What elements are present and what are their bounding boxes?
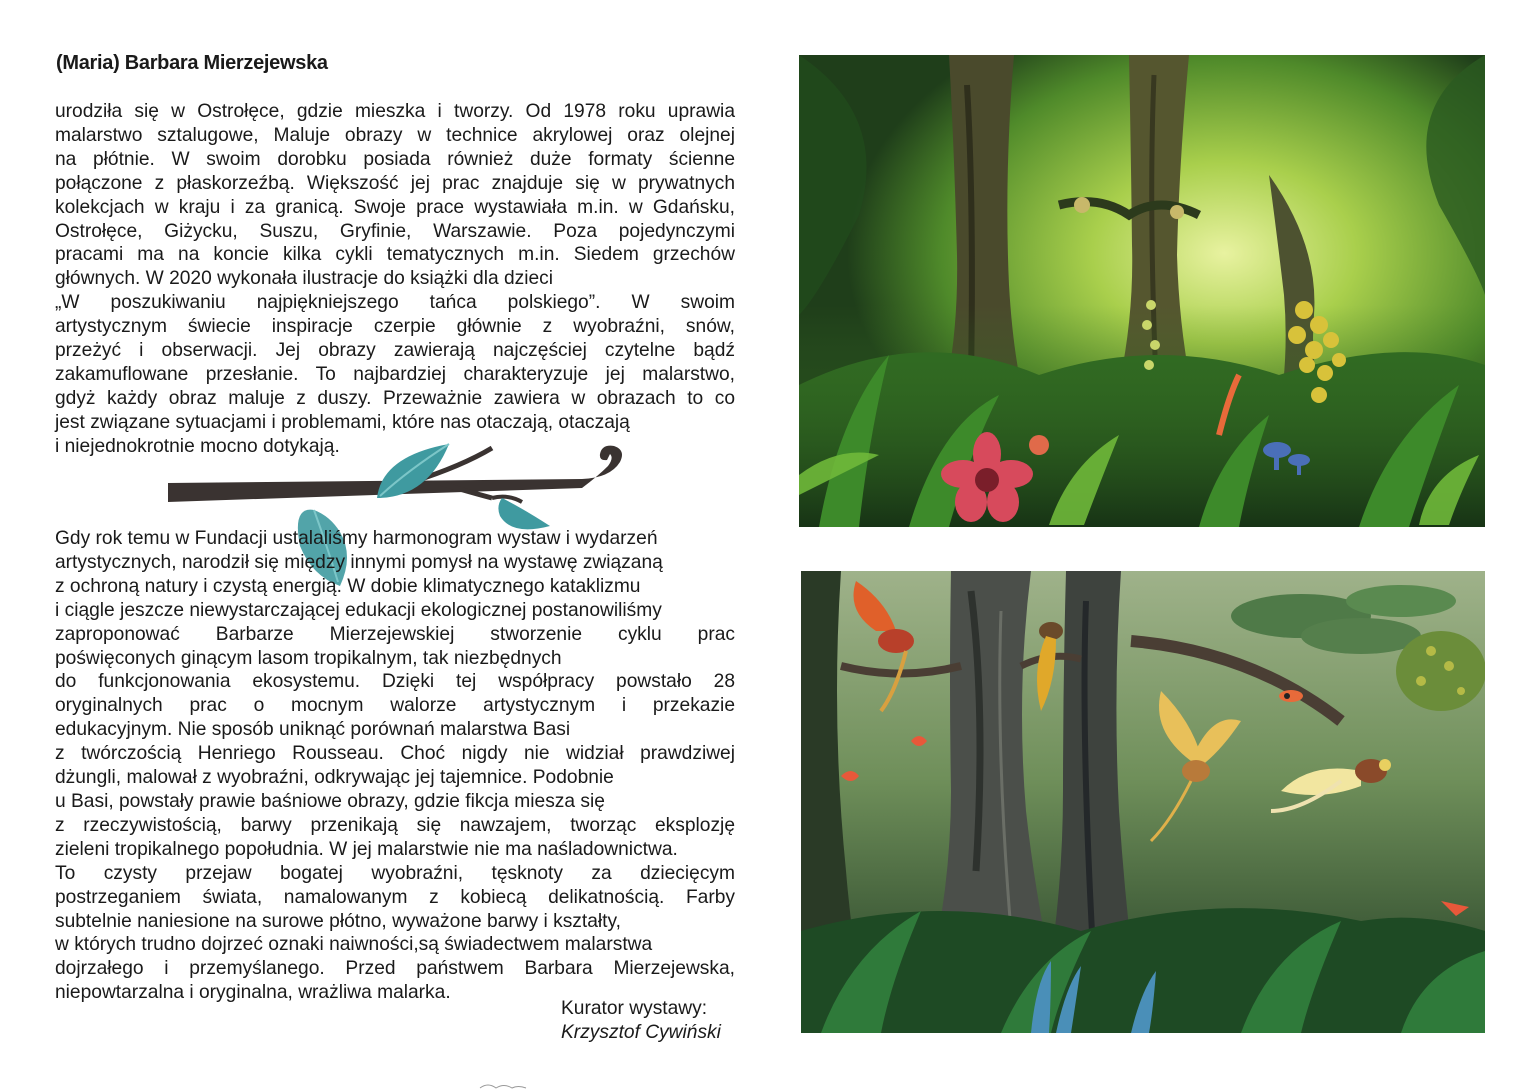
essay-line: Gdy rok temu w Fundacji ustalaliśmy harmonogram wystaw i wydarzeń xyxy=(55,528,658,549)
essay-line: poświęconych ginącym lasom tropikalnym, tak niezbędnych xyxy=(55,647,562,669)
essay-line: z rzeczywistością, barwy przenikają się nawzajem, tworząc eksplozję xyxy=(55,814,735,836)
bio-line: Ostrołęce, Giżycku, Suszu, Gryfinie, Warszawie. Poza pojedynczymi xyxy=(55,220,735,242)
essay-line: zaproponować Barbarze Mierzejewskiej stworzenie cyklu prac xyxy=(55,623,735,645)
essay-line: z twórczością Henriego Rousseau. Choć nigdy nie widział prawdziwej xyxy=(55,743,735,765)
bio-line: gdyż każdy obraz maluje z duszy. Przeważnie zawiera w obrazach to co xyxy=(55,387,735,409)
curator-label: Kurator wystawy: xyxy=(561,998,708,1019)
essay-line: u Basi, powstały prawie baśniowe obrazy, gdzie fikcja miesza się xyxy=(55,790,605,812)
curator-essay xyxy=(55,527,735,1005)
bio-line: i niejednokrotnie mocno dotykają. xyxy=(55,435,340,457)
essay-line: dojrzałego i przemyślanego. Przed państwem Barbara Mierzejewska, xyxy=(55,958,735,980)
bio-line: malarstwo sztalugowe, Maluje obrazy w technice akrylowej oraz olejnej xyxy=(55,124,735,146)
essay-line: oryginalnych prac o mocnym walorze artystycznym i przekazie xyxy=(55,695,735,717)
essay-line: niepowtarzalna i oryginalna, wrażliwa malarka. xyxy=(55,982,451,1004)
author-heading: (Maria) Barbara Mierzejewska xyxy=(56,52,328,74)
essay-line: zieleni tropikalnego popołudnia. W jej malarstwie nie ma naśladownictwa. xyxy=(55,838,678,860)
essay-line: do funkcjonowania ekosystemu. Dzięki tej współpracy powstało 28 xyxy=(55,671,735,693)
essay-line: artystycznych, narodził się między innymi pomysł na wystawę związaną xyxy=(55,551,663,573)
bio-line: na płótnie. W swoim dorobku posiada również duże formaty ścienne xyxy=(55,148,735,170)
jungle-painting-snake xyxy=(799,55,1485,527)
bio-line: urodziła się w Ostrołęce, gdzie mieszka i tworzy. Od 1978 roku uprawia xyxy=(55,101,735,122)
bio-line: artystycznym świecie inspiracje czerpie głównie z wyobraźni, snów, xyxy=(55,316,735,338)
page-scribble-mark xyxy=(478,1080,528,1091)
essay-line: To czysty przejaw bogatej wyobraźni, tęsknoty za dziecięcym xyxy=(55,862,735,884)
curator-name: Krzysztof Cywiński xyxy=(561,1022,721,1043)
curator-signature xyxy=(561,997,721,1045)
bio-line: zakamuflowane przesłanie. To najbardziej charakteryzuje jej malarstwo, xyxy=(55,363,735,385)
bio-line: kolekcjach w kraju i za granicą. Swoje prace wystawiała m.in. w Gdańsku, xyxy=(55,196,735,218)
essay-line: postrzeganiem świata, namalowanym z kobiecą delikatnością. Farby xyxy=(55,886,735,908)
bio-line: jest związane sytuacjami i problemami, które nas otaczają, otaczają xyxy=(55,411,630,433)
essay-line: w których trudno dojrzeć oznaki naiwności,są świadectwem malarstwa xyxy=(55,934,653,956)
jungle-painting-birds xyxy=(801,571,1485,1033)
essay-line: edukacyjnym. Nie sposób uniknąć porównań malarstwa Basi xyxy=(55,719,571,741)
bio-line: pracami ma na koncie kilka cykli tematycznych m.in. Siedem grzechów xyxy=(55,244,735,266)
essay-line: z ochroną natury i czystą energią. W dobie klimatycznego kataklizmu xyxy=(55,575,641,597)
essay-line: subtelnie naniesione na surowe płótno, wyważone barwy i kształty, xyxy=(55,910,621,932)
bio-line: „W poszukiwaniu najpiękniejszego tańca polskiego”. W swoim xyxy=(55,292,735,314)
bio-line: połączone z płaskorzeźbą. Większość jej prac znajduje się w prywatnych xyxy=(55,172,735,194)
essay-line: i ciągle jeszcze niewystarczającej edukacji ekologicznej postanowiliśmy xyxy=(55,599,662,621)
author-biography xyxy=(55,100,735,459)
bio-line: przeżyć i obserwacji. Jej obrazy zawierają najczęściej czytelne bądź xyxy=(55,340,735,362)
essay-line: dżungli, malował z wyobraźni, odkrywając jej tajemnice. Podobnie xyxy=(55,767,614,789)
bio-line: głównych. W 2020 wykonała ilustracje do książki dla dzieci xyxy=(55,268,554,290)
